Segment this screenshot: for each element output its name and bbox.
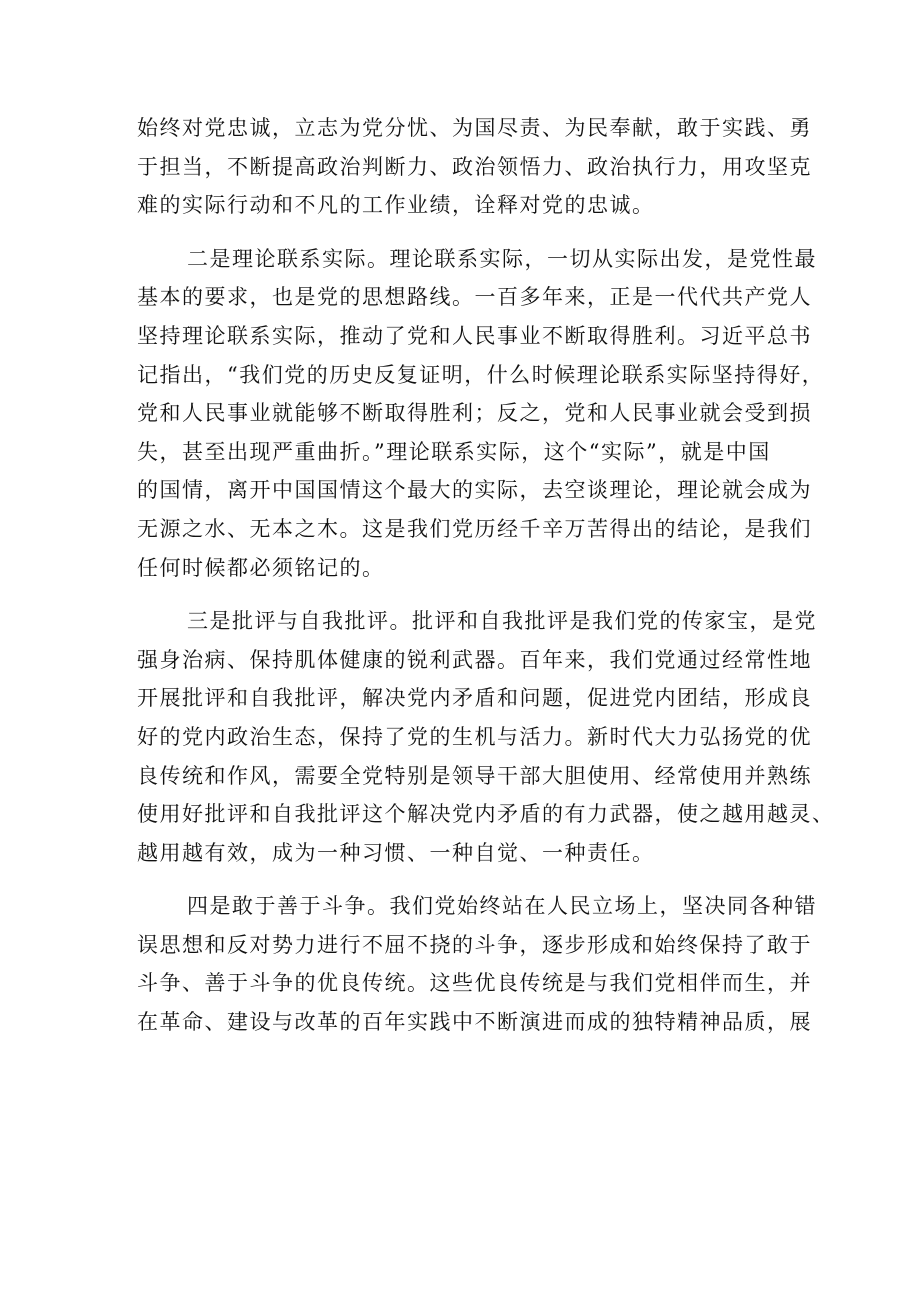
text-line: 难的实际行动和不凡的工作业绩，诠释对党的忠诚。 (137, 193, 655, 218)
text-line: 良传统和作风，需要全党特别是领导干部大胆使用、经常使用并熟练 (137, 763, 812, 788)
text-line: 好的党内政治生态，保持了党的生机与活力。新时代大力弘扬党的优 (137, 724, 812, 749)
text-line: 失，甚至出现严重曲折。”理论联系实际，这个“实际”，就是中国 (137, 439, 771, 464)
text-line: 强身治病、保持肌体健康的锐利武器。百年来，我们党通过经常性地 (137, 647, 812, 672)
text-line: 在革命、建设与改革的百年实践中不断演进而成的独特精神品质，展 (137, 1010, 812, 1035)
text-line: 无源之水、无本之木。这是我们党历经千辛万苦得出的结论，是我们 (137, 516, 812, 541)
text-line: 党和人民事业就能够不断取得胜利；反之，党和人民事业就会受到损 (137, 401, 812, 426)
paragraph-theory-practice (137, 240, 825, 587)
text-line: 误思想和反对势力进行不屈不挠的斗争，逐步形成和始终保持了敢于 (137, 932, 812, 957)
paragraph-criticism (137, 602, 835, 872)
text-line: 使用好批评和自我批评这个解决党内矛盾的有力武器，使之越用越灵、 (137, 802, 835, 827)
text-line: 四是敢于善于斗争。我们党始终站在人民立场上，坚决同各种错 (187, 894, 817, 919)
text-line: 三是批评与自我批评。批评和自我批评是我们党的传家宝，是党 (187, 609, 817, 634)
body-text (137, 109, 835, 1057)
paragraph-struggle (137, 887, 817, 1041)
text-line: 始终对党忠诚，立志为党分忧、为国尽责、为民奉献，敢于实践、勇 (137, 116, 812, 140)
text-line: 任何时候都必须铭记的。 (137, 555, 385, 580)
text-line: 基本的要求，也是党的思想路线。一百多年来，正是一代代共产党人 (137, 285, 812, 310)
text-line: 斗争、善于斗争的优良传统。这些优良传统是与我们党相伴而生，并 (137, 971, 812, 996)
text-line: 记指出，“我们党的历史反复证明，什么时候理论联系实际坚持得好， (137, 362, 825, 387)
text-line: 二是理论联系实际。理论联系实际，一切从实际出发，是党性最 (187, 246, 817, 271)
text-line: 的国情，离开中国国情这个最大的实际，去空谈理论，理论就会成为 (137, 478, 812, 503)
text-line: 坚持理论联系实际，推动了党和人民事业不断取得胜利。习近平总书 (137, 323, 812, 348)
text-line: 于担当，不断提高政治判断力、政治领悟力、政治执行力，用攻坚克 (137, 154, 812, 179)
text-line: 越用越有效，成为一种习惯、一种自觉、一种责任。 (137, 840, 655, 865)
text-line: 开展批评和自我批评，解决党内矛盾和问题，促进党内团结，形成良 (137, 686, 812, 711)
paragraph-loyalty-continued (137, 109, 812, 225)
